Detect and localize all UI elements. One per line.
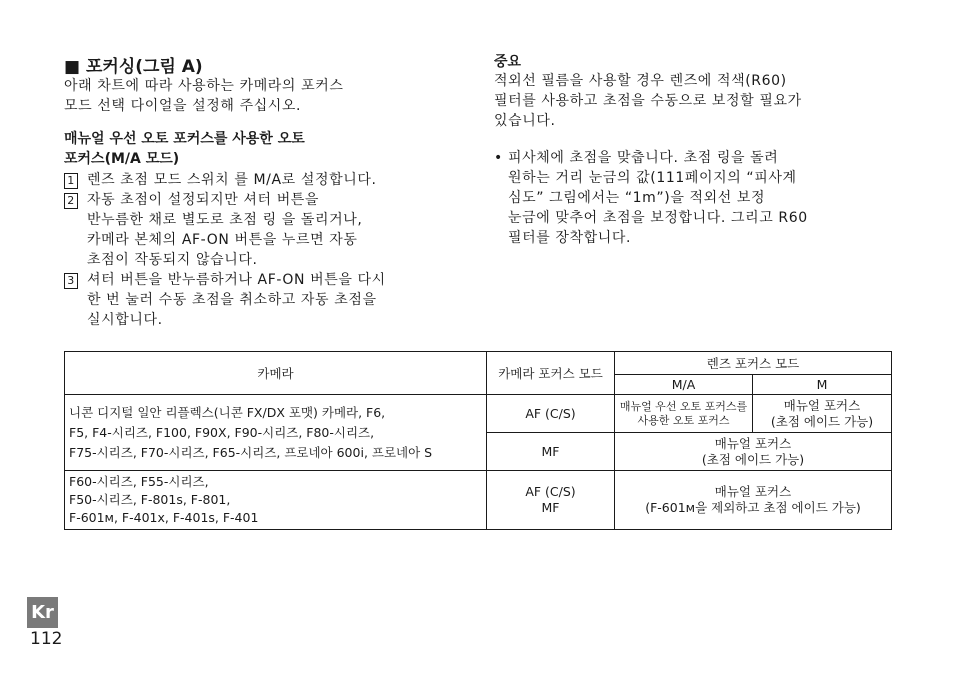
cell-line: 매뉴얼 포커스	[783, 397, 861, 413]
compatibility-table	[64, 351, 892, 530]
subheading-line: 포커스(M/A 모드)	[64, 151, 180, 167]
header-camera-focus-mode: 카메라 포커스 모드	[487, 352, 615, 395]
camera-line: F75-시리즈, F70-시리즈, F65-시리즈, 프로네아 600i, 프로네아 S	[69, 444, 433, 460]
camera-group-1	[65, 395, 487, 471]
cell-line: AF (C/S)	[525, 484, 576, 499]
subheading-ma-mode	[64, 129, 464, 169]
step-line: 실시합니다.	[87, 312, 163, 328]
step-3	[64, 270, 474, 330]
camera-line: F50-시리즈, F-801s, F-801,	[69, 492, 231, 507]
cell-line: 사용한 오토 포커스	[637, 413, 730, 427]
ma-cell	[615, 395, 753, 433]
step-line: 셔터 버튼을 반누름하거나 AF-ON 버튼을 다시	[87, 272, 386, 288]
intro-line: 아래 차트에 따라 사용하는 카메라의 포커스	[64, 78, 344, 94]
important-line: 있습니다.	[494, 113, 556, 129]
bullet-line: 피사체에 초점을 맞춥니다. 초점 링을 돌려	[508, 150, 779, 166]
cell-line: (초점 에이드 가능)	[770, 413, 874, 429]
focus-mode-cell	[487, 471, 615, 530]
bullet-line: 심도” 그림에서는 “1m”)을 적외선 보정	[508, 190, 766, 206]
step-line: 렌즈 초점 모드 스위치 를 M/A로 설정합니다.	[87, 172, 377, 188]
cell-line: (초점 에이드 가능)	[701, 451, 805, 467]
header-ma: M/A	[615, 375, 753, 395]
step-number: 3	[64, 273, 78, 289]
cell-line: 매뉴얼 포커스	[714, 435, 792, 451]
intro-paragraph	[64, 76, 464, 116]
intro-line: 모드 선택 다이얼을 설정해 주십시오.	[64, 98, 302, 114]
table-row	[65, 471, 892, 530]
step-line: 자동 초점이 설정되지만 셔터 버튼을	[87, 192, 320, 208]
important-line: 필터를 사용하고 초점을 수동으로 보정할 필요가	[494, 93, 802, 109]
section-heading-focusing: ■ 포커싱(그림 A)	[64, 57, 203, 77]
important-heading: 중요	[494, 54, 522, 70]
important-line: 적외선 필름을 사용할 경우 렌즈에 적색(R60)	[494, 73, 787, 89]
bullet-line: 원하는 거리 눈금의 값(111페이지의 “피사계	[508, 170, 797, 186]
merged-cell	[615, 471, 892, 530]
camera-group-2	[65, 471, 487, 530]
step-1	[64, 170, 474, 190]
camera-line: F60-시리즈, F55-시리즈,	[69, 474, 209, 489]
important-paragraph	[494, 71, 904, 131]
header-m: M	[753, 375, 892, 395]
step-line: 초점이 작동되지 않습니다.	[87, 252, 258, 268]
header-camera: 카메라	[65, 352, 487, 395]
cell-line: 매뉴얼 우선 오토 포커스를	[619, 399, 748, 413]
step-line: 카메라 본체의 AF-ON 버튼을 누르면 자동	[87, 232, 358, 248]
bullet-mark: •	[494, 150, 503, 166]
camera-line: F5, F4-시리즈, F100, F90X, F90-시리즈, F80-시리즈,	[69, 424, 375, 440]
camera-line: F-601ᴍ, F-401x, F-401s, F-401	[69, 510, 259, 525]
focus-mode-cell: MF	[487, 433, 615, 471]
m-cell	[753, 395, 892, 433]
bullet-line: 눈금에 맞추어 초점을 보정합니다. 그리고 R60	[508, 210, 808, 226]
table-row	[65, 395, 892, 433]
bullet-item	[494, 148, 904, 248]
bullet-line: 필터를 장착합니다.	[508, 230, 632, 246]
cell-line: (F-601ᴍ을 제외하고 초점 에이드 가능)	[645, 500, 861, 515]
step-number: 2	[64, 193, 78, 209]
focus-mode-cell: AF (C/S)	[487, 395, 615, 433]
steps-list	[64, 170, 474, 330]
subheading-line: 매뉴얼 우선 오토 포커스를 사용한 오토	[64, 131, 305, 147]
header-lens-focus-mode: 렌즈 포커스 모드	[615, 352, 892, 375]
cell-line: MF	[541, 500, 560, 515]
language-badge: Kr	[27, 597, 58, 628]
step-line: 반누름한 채로 별도로 초점 링 을 돌리거나,	[87, 212, 363, 228]
cell-line: 매뉴얼 포커스	[714, 484, 792, 499]
merged-cell	[615, 433, 892, 471]
page-number: 112	[30, 629, 63, 649]
camera-line: 니콘 디지털 일안 리플렉스(니콘 FX/DX 포맷) 카메라, F6,	[69, 404, 386, 420]
step-2	[64, 190, 474, 270]
step-line: 한 번 눌러 수동 초점을 취소하고 자동 초점을	[87, 292, 377, 308]
step-number: 1	[64, 173, 78, 189]
